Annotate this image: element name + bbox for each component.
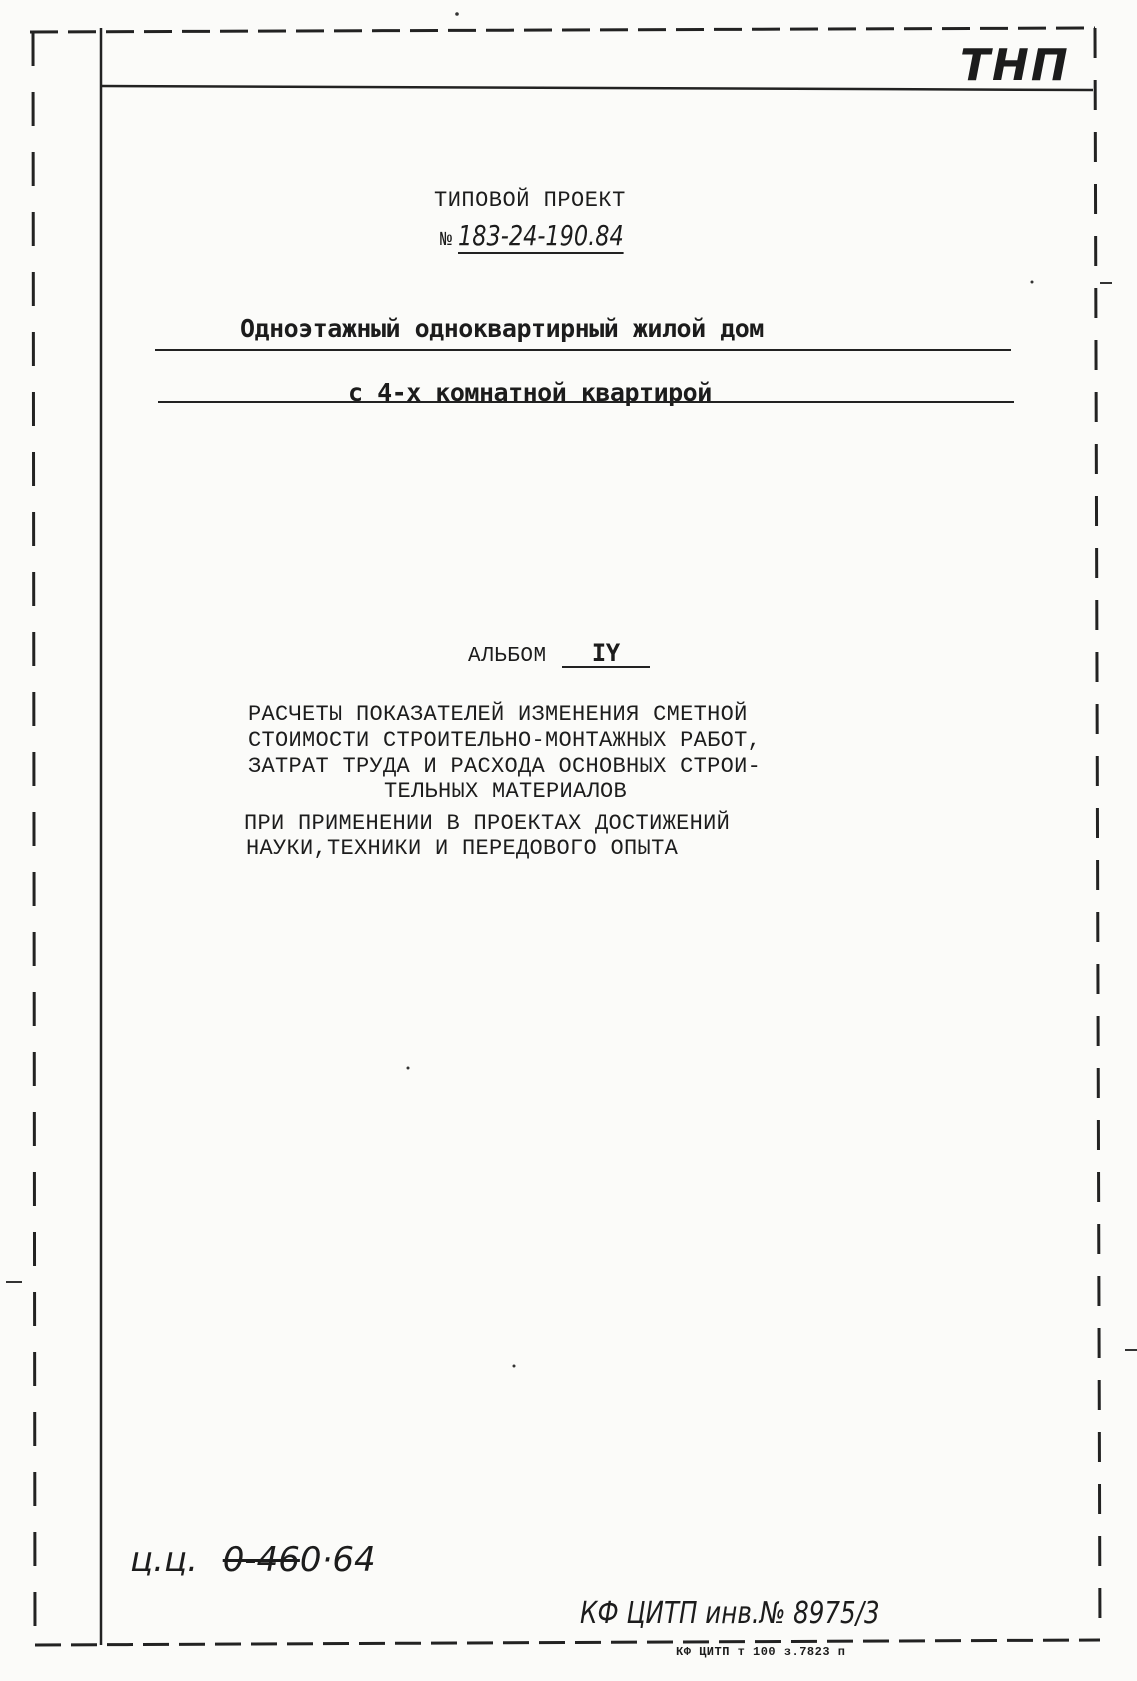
- album-heading: [468, 640, 650, 668]
- number-value: 183-24-190.84: [457, 219, 624, 252]
- title-underline-1: [155, 349, 1011, 351]
- title-line-2: с 4-х комнатной квартирой: [348, 378, 712, 407]
- price-prefix: ц.ц.: [130, 1540, 198, 1580]
- project-label: ТИПОВОЙ ПРОЕКТ: [434, 188, 626, 213]
- description-line-1: РАСЧЕТЫ ПОКАЗАТЕЛЕЙ ИЗМЕНЕНИЯ СМЕТНОЙ: [248, 702, 748, 727]
- corner-stamp: ТНП: [960, 40, 1070, 91]
- description-line-6: НАУКИ,ТЕХНИКИ И ПЕРЕДОВОГО ОПЫТА: [246, 836, 679, 861]
- description-line-4: ТЕЛЬНЫХ МАТЕРИАЛОВ: [384, 779, 628, 804]
- title-line-1: Одноэтажный одноквартирный жилой дом: [240, 314, 764, 343]
- project-number: [440, 220, 665, 254]
- album-number: IY: [562, 640, 650, 668]
- inventory-number: КФ ЦИТП инв.№ 8975/3: [580, 1596, 880, 1631]
- title-underline-2: [158, 401, 1014, 403]
- price-new: 0·64: [299, 1540, 376, 1580]
- album-label: АЛЬБОМ: [468, 645, 547, 668]
- price-struck: 0-46: [222, 1540, 300, 1580]
- number-sign: №: [440, 229, 453, 252]
- description-line-2: СТОИМОСТИ СТРОИТЕЛЬНО-МОНТАЖНЫХ РАБОТ,: [248, 728, 762, 753]
- description-line-3: ЗАТРАТ ТРУДА И РАСХОДА ОСНОВНЫХ СТРОИ-: [248, 754, 762, 779]
- price-note: [130, 1540, 376, 1580]
- print-info: КФ ЦИТП т 100 з.7823 п: [676, 1645, 846, 1659]
- description-line-5: ПРИ ПРИМЕНЕНИИ В ПРОЕКТАХ ДОСТИЖЕНИЙ: [244, 811, 731, 836]
